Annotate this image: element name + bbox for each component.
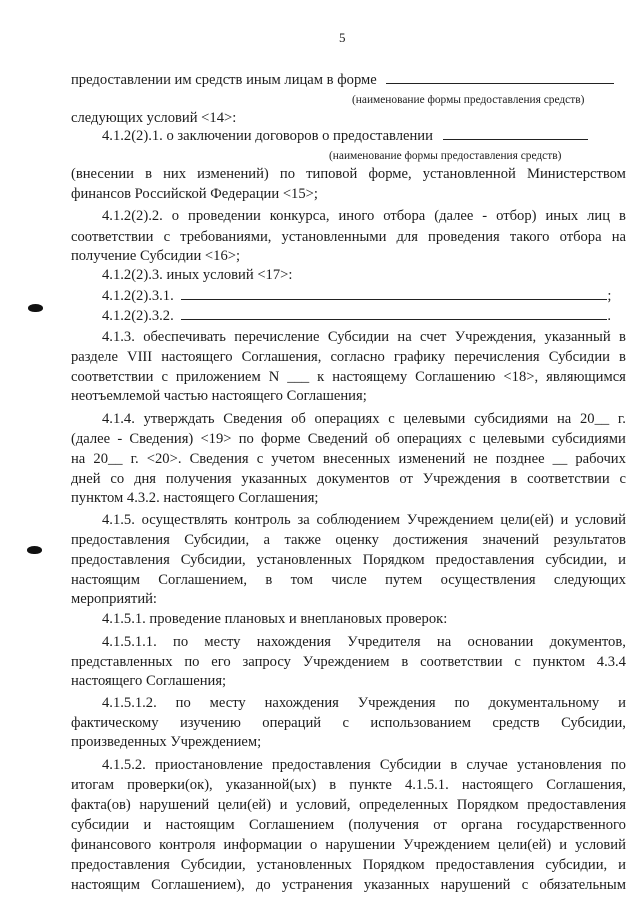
word: использованием xyxy=(370,715,472,731)
word: на xyxy=(556,411,572,427)
justified-line xyxy=(102,327,626,347)
word: и xyxy=(618,695,626,711)
word: на xyxy=(71,451,86,467)
word: отбор) xyxy=(496,208,537,224)
text-fragment: 4.1.2(2).3.2. xyxy=(102,308,174,324)
justified-line xyxy=(102,206,626,226)
word: конкурса, xyxy=(269,208,330,224)
word: определенных xyxy=(359,797,449,813)
word: цели(ей) xyxy=(217,797,272,813)
justified-line xyxy=(71,713,626,733)
word: и xyxy=(143,817,152,833)
word: цели(ей) xyxy=(497,837,552,853)
word: указанных xyxy=(241,471,308,487)
text-line xyxy=(102,126,588,146)
word: пунктом xyxy=(532,654,585,670)
word: установленной xyxy=(422,166,516,182)
text-fragment: 4.1.2(2).3.1. xyxy=(102,288,174,304)
text-line: 4.1.2(2).3. иных условий <17>: xyxy=(102,267,293,283)
word: утверждать xyxy=(143,411,215,427)
word: числе xyxy=(331,572,367,588)
word: условий xyxy=(575,837,626,853)
word: 20__ xyxy=(579,411,610,427)
word: целевыми xyxy=(482,431,545,447)
word: с xyxy=(619,471,626,487)
word: и xyxy=(279,797,288,813)
word: на xyxy=(397,329,412,345)
word: условий, xyxy=(296,797,351,813)
word: путем xyxy=(385,572,423,588)
word: Субсидии, xyxy=(561,715,626,731)
word: предоставления xyxy=(271,757,371,773)
word: 4.1.2(2).2. xyxy=(102,208,163,224)
word: в xyxy=(450,757,458,773)
word: субсидии xyxy=(71,817,130,833)
word: условий xyxy=(575,512,626,528)
justified-line xyxy=(71,875,626,895)
word: с xyxy=(256,451,264,467)
word: требованиями, xyxy=(180,229,272,245)
word: Учредителя xyxy=(347,634,421,650)
word: отбора xyxy=(559,229,602,245)
word: со xyxy=(110,471,125,487)
word: пункте xyxy=(349,777,392,793)
justified-line xyxy=(71,469,626,489)
word: нахождения xyxy=(264,695,339,711)
word: дней xyxy=(71,471,101,487)
word: перечисления xyxy=(454,349,540,365)
word: соответствии xyxy=(71,229,154,245)
word: субсидиями xyxy=(551,431,626,447)
word: Субсидии, xyxy=(184,532,250,548)
word: с xyxy=(342,715,349,731)
word: и xyxy=(618,552,626,568)
justified-line xyxy=(71,347,626,367)
word: указанной(ых) xyxy=(225,777,317,793)
word: проверки(ок), xyxy=(127,777,213,793)
word: изучению xyxy=(179,715,241,731)
word: государственного xyxy=(516,817,626,833)
word: 4.1.5.1.2. xyxy=(102,695,157,711)
justified-line xyxy=(71,530,626,550)
word: настоящему xyxy=(332,369,408,385)
justified-line xyxy=(71,550,626,570)
justified-line xyxy=(71,227,626,247)
word: значений xyxy=(482,532,540,548)
text-line: финансов Российской Федерации <15>; xyxy=(71,186,318,202)
word: о xyxy=(171,208,180,224)
word: графику xyxy=(393,349,446,365)
word: от xyxy=(433,817,447,833)
word: не xyxy=(473,451,488,467)
word: настоящего xyxy=(161,349,233,365)
justified-line xyxy=(71,449,626,469)
word: Субсидии, xyxy=(180,552,246,568)
word: иного xyxy=(338,208,375,224)
justified-line xyxy=(102,693,626,713)
word: операций xyxy=(262,715,322,731)
text-line: мероприятий: xyxy=(71,591,157,607)
word: целевыми xyxy=(403,411,466,427)
word: Порядком xyxy=(362,552,425,568)
word: операциях xyxy=(396,431,462,447)
word: Субсидии, xyxy=(180,857,246,873)
word: Соглашения, xyxy=(241,349,322,365)
justified-line xyxy=(102,632,626,652)
page-number: 5 xyxy=(339,30,346,45)
word: нарушении xyxy=(325,837,396,853)
word: типовой xyxy=(306,166,358,182)
word: приостановление xyxy=(154,757,263,773)
word: дня xyxy=(134,471,157,487)
justified-line xyxy=(71,855,626,875)
word: Соглашению xyxy=(415,369,496,385)
word: Соглашением, xyxy=(158,572,248,588)
word: Сведений xyxy=(307,431,368,447)
word: лиц xyxy=(587,208,611,224)
word: по xyxy=(173,634,189,650)
word: <18>, xyxy=(503,369,539,385)
word: Сведения) xyxy=(129,431,194,447)
word: Порядком xyxy=(362,857,425,873)
word: установленных xyxy=(256,552,352,568)
word: обязательным xyxy=(539,877,626,893)
word: также xyxy=(284,532,321,548)
punch-hole-mark xyxy=(27,546,42,554)
word: следующих xyxy=(553,572,626,588)
word: проведении xyxy=(188,208,261,224)
blank-underline xyxy=(181,307,607,320)
word: оценку xyxy=(335,532,379,548)
word: по xyxy=(454,695,470,711)
text-line: пунктом 4.3.2. настоящего Соглашения; xyxy=(71,490,319,506)
word: иных xyxy=(545,208,579,224)
word: перечисление xyxy=(234,329,320,345)
word: Учреждения xyxy=(357,695,436,711)
word: - xyxy=(117,431,123,447)
justified-line xyxy=(102,755,626,775)
word: с xyxy=(161,369,168,385)
word: учетом xyxy=(271,451,315,467)
justified-line xyxy=(71,795,626,815)
word: предоставления xyxy=(527,797,626,813)
word: настоящего xyxy=(461,777,534,793)
word: N xyxy=(268,369,280,385)
word: настоящим xyxy=(165,817,235,833)
word: в xyxy=(619,208,626,224)
word: по xyxy=(184,654,200,670)
word: об xyxy=(291,411,306,427)
text-line: получение Субсидии <16>; xyxy=(71,248,241,264)
word: в xyxy=(619,349,626,365)
word: осуществлять xyxy=(141,512,228,528)
word: с xyxy=(514,654,521,670)
word: форме, xyxy=(368,166,412,182)
word: (далее xyxy=(71,431,111,447)
word: нарушений xyxy=(139,797,210,813)
word: в xyxy=(145,166,152,182)
word: получения xyxy=(165,471,232,487)
word: предоставления xyxy=(435,857,535,873)
word: по xyxy=(175,695,191,711)
word: 4.1.5. xyxy=(102,512,135,528)
word: в xyxy=(401,654,409,670)
word: Субсидии xyxy=(327,329,390,345)
word: Порядком xyxy=(456,797,519,813)
word: 4.1.3. xyxy=(102,329,135,345)
word: (внесении xyxy=(71,166,134,182)
blank-underline xyxy=(386,71,614,84)
word: форме xyxy=(260,431,301,447)
word: предоставления xyxy=(71,857,170,873)
word: представленных xyxy=(71,654,173,670)
word: отбора xyxy=(383,208,426,224)
word: достижения xyxy=(393,532,468,548)
text-line: 4.1.5.1. проведение плановых и внеплановых проверок: xyxy=(102,611,448,627)
word: Учреждения, xyxy=(454,329,537,345)
word: операциях xyxy=(314,411,380,427)
word: предоставления xyxy=(71,552,170,568)
word: с xyxy=(521,877,529,893)
word: Учреждением xyxy=(403,837,490,853)
word: изменений) xyxy=(197,166,269,182)
word: на xyxy=(436,634,452,650)
text-line: следующих условий <14>: xyxy=(71,110,237,126)
text-fragment: . xyxy=(607,308,612,324)
word: позднее xyxy=(495,451,545,467)
word: месту xyxy=(204,634,241,650)
word: (далее xyxy=(434,208,474,224)
word: Сведения xyxy=(223,411,283,427)
word: случае xyxy=(466,757,508,773)
justified-line xyxy=(71,835,626,855)
word: приложением xyxy=(175,369,261,385)
word: указанный xyxy=(544,329,611,345)
word: установления xyxy=(516,757,602,773)
word: с xyxy=(388,411,395,427)
word: проведения xyxy=(428,229,500,245)
word: средств xyxy=(492,715,540,731)
word: 4.1.5.2. xyxy=(102,757,146,773)
word: Учреждением xyxy=(302,654,390,670)
text-line: неотъемлемой частью настоящего Соглашения; xyxy=(71,388,367,404)
word: устранения xyxy=(281,877,353,893)
text-line: настоящего Соглашения; xyxy=(71,673,227,689)
text-line xyxy=(71,70,614,90)
word: предоставления xyxy=(435,552,535,568)
word: документальному xyxy=(488,695,600,711)
word: соблюдением xyxy=(316,512,400,528)
word: от xyxy=(399,471,413,487)
word: субсидии, xyxy=(545,552,608,568)
word: с xyxy=(469,431,476,447)
word: 4.3.4 xyxy=(596,654,626,670)
word: цели(ей) xyxy=(500,512,554,528)
justified-line xyxy=(102,409,626,429)
justified-line xyxy=(71,570,626,590)
word: настоящим xyxy=(71,877,140,893)
word: являющимся xyxy=(546,369,626,385)
word: и xyxy=(560,512,569,528)
word: (получения xyxy=(348,817,419,833)
word: и xyxy=(559,837,568,853)
text-fragment: предоставлении им средств иным лицам в форме xyxy=(71,72,377,88)
word: органа xyxy=(461,817,503,833)
word: Учреждения xyxy=(422,471,501,487)
word: Сведения xyxy=(189,451,249,467)
word: для xyxy=(396,229,418,245)
text-fragment: 4.1.2(2).1. о заключении договоров о предоставлении xyxy=(102,128,433,144)
word: за xyxy=(297,512,310,528)
word: к xyxy=(317,369,325,385)
punch-hole-mark xyxy=(28,304,43,312)
word: Министерством xyxy=(526,166,626,182)
word: субсидиями xyxy=(474,411,549,427)
word: 4.1.5.1. xyxy=(404,777,449,793)
word: настоящим xyxy=(71,572,140,588)
word: г. xyxy=(617,411,626,427)
word: том xyxy=(290,572,314,588)
word: а xyxy=(263,532,271,548)
justified-line xyxy=(71,367,626,387)
word: Соглашением xyxy=(248,817,335,833)
word: соответствии xyxy=(420,654,503,670)
word: финансового xyxy=(71,837,152,853)
word: ___ xyxy=(287,369,310,385)
word: 20__ xyxy=(93,451,123,467)
text-line xyxy=(102,306,611,326)
caption-line: (наименование формы предоставления средств) xyxy=(329,150,562,162)
word: <20>. xyxy=(146,451,182,467)
word: по xyxy=(238,431,254,447)
word: запросу xyxy=(242,654,291,670)
word: них xyxy=(163,166,187,182)
word: месту xyxy=(209,695,246,711)
word: об xyxy=(375,431,390,447)
word: установленных xyxy=(256,857,352,873)
word: по xyxy=(279,166,296,182)
word: с xyxy=(163,229,171,245)
word: по xyxy=(610,757,626,773)
justified-line xyxy=(71,775,626,795)
word: итогам xyxy=(71,777,114,793)
word: в xyxy=(619,329,626,345)
word: предоставления xyxy=(71,532,170,548)
word: о xyxy=(310,837,318,853)
word: и xyxy=(618,857,626,873)
word: __ xyxy=(552,451,568,467)
justified-line xyxy=(71,652,626,672)
word: Соглашения, xyxy=(546,777,626,793)
text-line: произведенных Учреждением; xyxy=(71,734,262,750)
word: изменений xyxy=(398,451,466,467)
word: 4.1.5.1.1. xyxy=(102,634,157,650)
word: нарушений xyxy=(440,877,511,893)
word: <19> xyxy=(200,431,232,447)
justified-line xyxy=(71,815,626,835)
word: на xyxy=(611,229,626,245)
word: Субсидии xyxy=(548,349,610,365)
word: информации xyxy=(223,837,303,853)
word: согласно xyxy=(330,349,385,365)
word: г. xyxy=(130,451,139,467)
text-line xyxy=(102,286,611,306)
word: до xyxy=(255,877,271,893)
justified-line xyxy=(102,510,626,530)
word: указанных xyxy=(363,877,430,893)
word: - xyxy=(482,208,488,224)
word: соответствии xyxy=(71,369,154,385)
word: внесенных xyxy=(322,451,391,467)
word: соответствии xyxy=(527,471,610,487)
justified-line xyxy=(71,429,626,449)
word: обеспечивать xyxy=(143,329,226,345)
justified-line xyxy=(71,164,626,184)
word: разделе xyxy=(71,349,118,365)
word: в xyxy=(265,572,273,588)
word: рабочих xyxy=(575,451,626,467)
word: субсидии, xyxy=(545,857,608,873)
word: в xyxy=(329,777,337,793)
word: нахождения xyxy=(256,634,332,650)
word: контроля xyxy=(159,837,216,853)
word: контроль xyxy=(234,512,291,528)
word: Субсидии xyxy=(379,757,442,773)
word: VIII xyxy=(127,349,153,365)
word: основании xyxy=(467,634,534,650)
blank-underline xyxy=(443,127,588,140)
word: Учреждением xyxy=(406,512,494,528)
word: факта(ов) xyxy=(71,797,131,813)
word: Соглашением), xyxy=(151,877,245,893)
word: 4.1.4. xyxy=(102,411,135,427)
text-fragment: ; xyxy=(607,288,612,304)
word: результатов xyxy=(553,532,626,548)
word: такого xyxy=(509,229,550,245)
word: в xyxy=(510,471,518,487)
word: документов, xyxy=(549,634,626,650)
caption-line: (наименование формы предоставления средств) xyxy=(352,94,585,106)
word: счет xyxy=(420,329,447,345)
word: осуществления xyxy=(440,572,536,588)
blank-underline xyxy=(181,287,607,300)
word: установленными xyxy=(281,229,387,245)
word: его xyxy=(211,654,231,670)
word: фактическому xyxy=(71,715,159,731)
word: документов xyxy=(316,471,390,487)
